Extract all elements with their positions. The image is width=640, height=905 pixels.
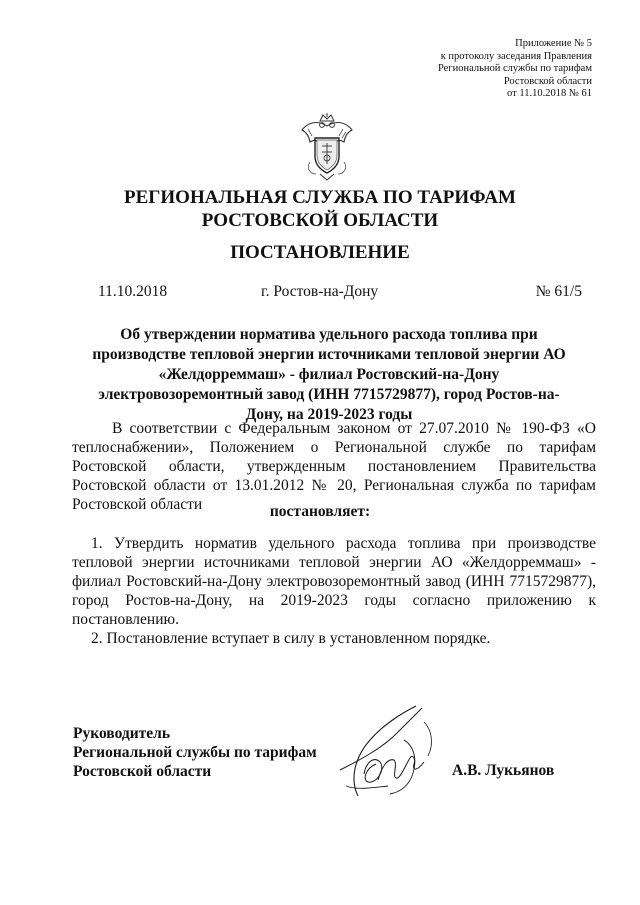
resolution-items — [72, 534, 596, 648]
coat-of-arms-icon — [296, 112, 358, 182]
resolution-item: 2. Постановление вступает в силу в установленном порядке. — [91, 630, 491, 647]
appendix-line: к протоколу заседания Правления — [440, 50, 592, 62]
document-date: 11.10.2018 — [98, 283, 168, 300]
handwritten-signature — [320, 700, 460, 815]
appendix-line: Приложение № 5 — [515, 38, 592, 49]
resolution-item: 1. Утвердить норматив удельного расхода топлива при производстве тепловой энергии источниками тепловой энергии АО «Желдорреммаш» - филиал Ростовский-на-Дону электровозоремонтный завод (ИНН 7715729877), город Ростов-на-Дону, на 2019-2023 годы согласно приложению к постановлению. — [72, 535, 596, 628]
signer-position-line: Региональной службы по тарифам — [73, 744, 317, 761]
document-meta — [98, 283, 582, 303]
resolves-heading: постановляет: — [269, 503, 371, 520]
agency-name — [0, 186, 640, 232]
appendix-line: от 11.10.2018 № 61 — [507, 88, 592, 99]
appendix-line: Региональной службы по тарифам — [437, 63, 592, 74]
appendix-note — [438, 38, 592, 101]
document-type: ПОСТАНОВЛЕНИЕ — [230, 242, 410, 263]
signer-position — [73, 724, 317, 781]
appendix-line: Ростовской области — [503, 75, 592, 87]
document-number: № 61/5 — [535, 283, 582, 300]
document-subject: Об утверждении норматива удельного расхода топлива при производстве тепловой энергии источниками тепловой энергии АО «Желдорреммаш» - филиал Ростовский-на-Дону электровозоремонтный завод (ИНН 7715729877), город Ростов-на-Дону, на 2019-2023 годы — [92, 326, 566, 423]
agency-line-1: РЕГИОНАЛЬНАЯ СЛУЖБА ПО ТАРИФАМ — [124, 187, 516, 208]
signer-position-line: Ростовской области — [73, 763, 212, 780]
document-city: г. Ростов-на-Дону — [261, 283, 379, 300]
signer-position-line: Руководитель — [73, 725, 171, 742]
preamble-paragraph: В соответствии с Федеральным законом от 27.07.2010 № 190-ФЗ «О теплоснабжении», Положением о Региональной службе по тарифам Ростовской области, утвержденным постановлением Правительства Ростовской области от 13.01.2012 № 20, Региональная служба по тарифам Ростовской области — [72, 420, 596, 513]
agency-line-2: РОСТОВСКОЙ ОБЛАСТИ — [201, 210, 439, 231]
signer-name: А.В. Лукьянов — [452, 762, 555, 779]
